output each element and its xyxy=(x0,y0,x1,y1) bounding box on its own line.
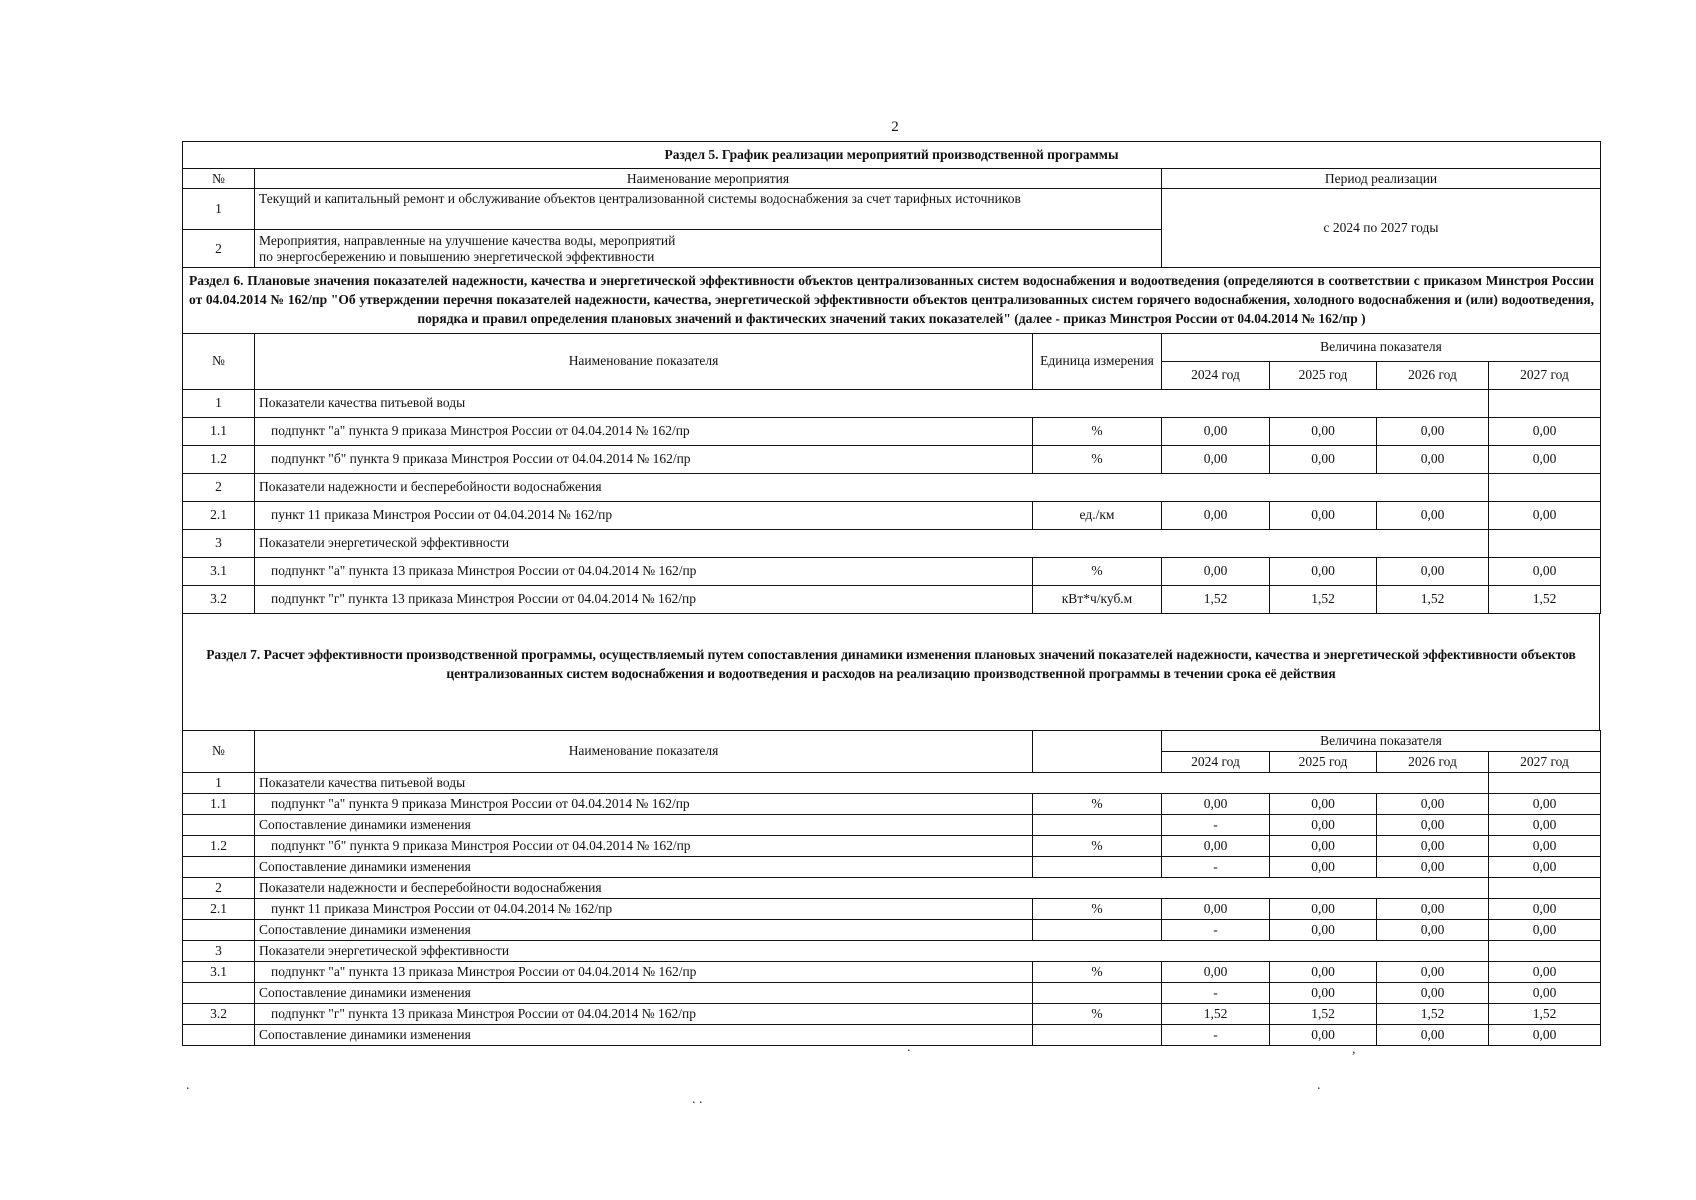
value-cell: 0,00 xyxy=(1377,1024,1489,1045)
unit-cell: % xyxy=(1033,417,1162,445)
unit-cell xyxy=(1033,856,1162,877)
row-num xyxy=(183,1024,255,1045)
value-cell: 0,00 xyxy=(1270,557,1377,585)
indicator-name: подпункт "б" пункта 9 приказа Минстроя России от 04.04.2014 № 162/пр xyxy=(255,835,1033,856)
unit-cell xyxy=(1033,982,1162,1003)
value-cell: 0,00 xyxy=(1489,1024,1601,1045)
indicator-name: пункт 11 приказа Минстроя России от 04.04.2014 № 162/пр xyxy=(255,898,1033,919)
section7-title-band xyxy=(182,614,1600,730)
comparison-row xyxy=(183,1024,1601,1045)
value-cell: 0,00 xyxy=(1377,898,1489,919)
section6-title: Раздел 6. Плановые значения показателей надежности, качества и энергетической эффективности объектов централизованных систем водоснабжения и водоотведения (определяются в соответствии с приказом Минстроя России от 04.04.2014 № 162/пр "Об утверждении перечня показателей надежности, качества, энергетической эффективности объектов централизованных систем горячего водоснабжения, холодного водоснабжения и (или) водоотведения, порядка и правил определения плановых значений и фактических значений таких показателей" (далее - приказ Минстроя России от 04.04.2014 № 162/пр ) xyxy=(183,268,1601,334)
group-name: Показатели качества питьевой воды xyxy=(255,772,1489,793)
value-cell: 0,00 xyxy=(1270,856,1377,877)
group-row xyxy=(183,473,1601,501)
unit-cell: % xyxy=(1033,793,1162,814)
value-cell: 0,00 xyxy=(1162,793,1270,814)
unit-cell: % xyxy=(1033,961,1162,982)
year-header: 2027 год xyxy=(1489,751,1601,772)
row-num xyxy=(183,919,255,940)
indicator-row xyxy=(183,961,1601,982)
year-header: 2024 год xyxy=(1162,751,1270,772)
value-cell: 1,52 xyxy=(1377,585,1489,613)
indicator-row xyxy=(183,445,1601,473)
value-cell: 0,00 xyxy=(1489,501,1601,529)
value-cell: 0,00 xyxy=(1377,961,1489,982)
indicator-name: подпункт "г" пункта 13 приказа Минстроя России от 04.04.2014 № 162/пр xyxy=(255,585,1033,613)
page-number: 2 xyxy=(891,119,899,135)
comparison-label: Сопоставление динамики изменения xyxy=(255,1024,1033,1045)
col-period-header: Период реализации xyxy=(1162,168,1601,189)
col-value-header: Величина показателя xyxy=(1162,333,1601,361)
value-cell: 1,52 xyxy=(1162,1003,1270,1024)
group-name: Показатели энергетической эффективности xyxy=(255,529,1489,557)
value-cell: 0,00 xyxy=(1162,417,1270,445)
empty-cell xyxy=(1489,389,1601,417)
col-value-header: Величина показателя xyxy=(1162,730,1601,751)
empty-cell xyxy=(1489,473,1601,501)
row-num: 2 xyxy=(183,473,255,501)
year-header: 2026 год xyxy=(1377,751,1489,772)
value-cell: 0,00 xyxy=(1162,961,1270,982)
year-header: 2024 год xyxy=(1162,361,1270,389)
year-header: 2025 год xyxy=(1270,751,1377,772)
value-cell: 0,00 xyxy=(1377,835,1489,856)
unit-cell: ед./км xyxy=(1033,501,1162,529)
value-cell: 0,00 xyxy=(1377,793,1489,814)
comparison-row xyxy=(183,814,1601,835)
value-cell: 0,00 xyxy=(1489,982,1601,1003)
comparison-label: Сопоставление динамики изменения xyxy=(255,919,1033,940)
value-cell: 0,00 xyxy=(1489,961,1601,982)
indicator-row xyxy=(183,585,1601,613)
row-num: 2 xyxy=(183,230,255,268)
group-row xyxy=(183,389,1601,417)
unit-cell: кВт*ч/куб.м xyxy=(1033,585,1162,613)
scan-speck: , xyxy=(1352,1042,1356,1057)
value-cell: 0,00 xyxy=(1162,501,1270,529)
value-cell: - xyxy=(1162,982,1270,1003)
row-num: 2.1 xyxy=(183,501,255,529)
comparison-row xyxy=(183,919,1601,940)
value-cell: 0,00 xyxy=(1489,814,1601,835)
value-cell: 0,00 xyxy=(1162,835,1270,856)
unit-cell: % xyxy=(1033,1003,1162,1024)
row-num: 1.1 xyxy=(183,417,255,445)
indicator-row xyxy=(183,417,1601,445)
row-num: 2 xyxy=(183,877,255,898)
value-cell: 0,00 xyxy=(1162,445,1270,473)
value-cell: 0,00 xyxy=(1377,417,1489,445)
row-num: 1 xyxy=(183,189,255,230)
group-row xyxy=(183,877,1601,898)
group-name: Показатели энергетической эффективности xyxy=(255,940,1489,961)
comparison-row xyxy=(183,982,1601,1003)
value-cell: 0,00 xyxy=(1489,793,1601,814)
value-cell: 0,00 xyxy=(1489,445,1601,473)
value-cell: 0,00 xyxy=(1270,961,1377,982)
value-cell: 0,00 xyxy=(1377,982,1489,1003)
scan-speck: . . xyxy=(692,1092,703,1107)
indicator-row xyxy=(183,793,1601,814)
year-header: 2025 год xyxy=(1270,361,1377,389)
row-num: 3.2 xyxy=(183,1003,255,1024)
empty-cell xyxy=(1489,877,1601,898)
group-row xyxy=(183,529,1601,557)
col-num-header: № xyxy=(183,333,255,389)
scan-speck: . xyxy=(186,1078,190,1093)
value-cell: 1,52 xyxy=(1489,1003,1601,1024)
section7-table xyxy=(182,730,1601,1046)
value-cell: 0,00 xyxy=(1270,1024,1377,1045)
indicator-row xyxy=(183,898,1601,919)
row-num: 1 xyxy=(183,772,255,793)
unit-cell xyxy=(1033,919,1162,940)
value-cell: 0,00 xyxy=(1489,856,1601,877)
indicator-name: пункт 11 приказа Минстроя России от 04.04.2014 № 162/пр xyxy=(255,501,1033,529)
value-cell: 0,00 xyxy=(1489,835,1601,856)
value-cell: 1,52 xyxy=(1270,585,1377,613)
value-cell: 1,52 xyxy=(1377,1003,1489,1024)
value-cell: 0,00 xyxy=(1270,982,1377,1003)
row-num: 1.2 xyxy=(183,445,255,473)
value-cell: - xyxy=(1162,856,1270,877)
row-num xyxy=(183,814,255,835)
value-cell: 1,52 xyxy=(1162,585,1270,613)
section5-title: Раздел 5. График реализации мероприятий производственной программы xyxy=(183,142,1601,169)
indicator-name: подпункт "а" пункта 13 приказа Минстроя России от 04.04.2014 № 162/пр xyxy=(255,557,1033,585)
value-cell: 0,00 xyxy=(1162,898,1270,919)
value-cell: 0,00 xyxy=(1270,417,1377,445)
row-num: 1.2 xyxy=(183,835,255,856)
value-cell: 0,00 xyxy=(1270,814,1377,835)
col-name-header: Наименование мероприятия xyxy=(255,168,1162,189)
value-cell: - xyxy=(1162,1024,1270,1045)
value-cell: 0,00 xyxy=(1377,856,1489,877)
col-name-header: Наименование показателя xyxy=(255,730,1033,772)
indicator-name: подпункт "а" пункта 13 приказа Минстроя России от 04.04.2014 № 162/пр xyxy=(255,961,1033,982)
group-row xyxy=(183,940,1601,961)
section6-body xyxy=(183,389,1601,613)
measure-name: Текущий и капитальный ремонт и обслуживание объектов централизованной системы водоснабжения за счет тарифных источников xyxy=(255,189,1162,230)
empty-cell xyxy=(1489,529,1601,557)
comparison-row xyxy=(183,856,1601,877)
unit-cell: % xyxy=(1033,445,1162,473)
value-cell: 0,00 xyxy=(1377,445,1489,473)
unit-cell xyxy=(1033,1024,1162,1045)
scan-speck: . xyxy=(1317,1078,1321,1093)
indicator-name: подпункт "а" пункта 9 приказа Минстроя России от 04.04.2014 № 162/пр xyxy=(255,793,1033,814)
value-cell: 0,00 xyxy=(1270,898,1377,919)
measure-name-line: Мероприятия, направленные на улучшение качества воды, мероприятий xyxy=(259,233,676,249)
comparison-label: Сопоставление динамики изменения xyxy=(255,856,1033,877)
row-num: 3.2 xyxy=(183,585,255,613)
section7-body xyxy=(183,772,1601,1045)
unit-cell: % xyxy=(1033,835,1162,856)
value-cell: 0,00 xyxy=(1489,919,1601,940)
value-cell: 0,00 xyxy=(1270,835,1377,856)
value-cell: 1,52 xyxy=(1489,585,1601,613)
col-num-header: № xyxy=(183,168,255,189)
indicator-row xyxy=(183,1003,1601,1024)
measure-name-line: по энергосбережению и повышению энергетической эффективности xyxy=(259,248,655,264)
value-cell: 0,00 xyxy=(1377,557,1489,585)
col-unit-header: Единица измерения xyxy=(1033,333,1162,389)
value-cell: 0,00 xyxy=(1489,898,1601,919)
value-cell: 0,00 xyxy=(1162,557,1270,585)
indicator-row xyxy=(183,557,1601,585)
indicator-name: подпункт "а" пункта 9 приказа Минстроя России от 04.04.2014 № 162/пр xyxy=(255,417,1033,445)
row-num: 2.1 xyxy=(183,898,255,919)
value-cell: 0,00 xyxy=(1270,501,1377,529)
value-cell: - xyxy=(1162,814,1270,835)
section5-table xyxy=(182,141,1601,334)
row-num xyxy=(183,856,255,877)
row-num: 3.1 xyxy=(183,557,255,585)
year-header: 2026 год xyxy=(1377,361,1489,389)
row-num: 1.1 xyxy=(183,793,255,814)
measure-name xyxy=(255,230,1162,268)
indicator-row xyxy=(183,835,1601,856)
value-cell: 0,00 xyxy=(1377,501,1489,529)
group-name: Показатели качества питьевой воды xyxy=(255,389,1489,417)
comparison-label: Сопоставление динамики изменения xyxy=(255,982,1033,1003)
empty-cell xyxy=(1489,772,1601,793)
comparison-label: Сопоставление динамики изменения xyxy=(255,814,1033,835)
col-unit-header xyxy=(1033,730,1162,772)
section6-table xyxy=(182,333,1601,614)
unit-cell: % xyxy=(1033,557,1162,585)
col-name-header: Наименование показателя xyxy=(255,333,1033,389)
section7-title: Раздел 7. Расчет эффективности производственной программы, осуществляемый путем сопоставления динамики изменения плановых значений показателей надежности, качества и энергетической эффективности объектов централизованных систем водоснабжения и водоотведения и расходов на реализацию производственной программы в течении срока её действия xyxy=(206,646,1576,681)
unit-cell xyxy=(1033,814,1162,835)
empty-cell xyxy=(1489,940,1601,961)
row-num: 3 xyxy=(183,940,255,961)
value-cell: 0,00 xyxy=(1270,793,1377,814)
value-cell: 0,00 xyxy=(1489,417,1601,445)
value-cell: 0,00 xyxy=(1270,445,1377,473)
document-sheet xyxy=(182,141,1600,1046)
col-num-header: № xyxy=(183,730,255,772)
group-row xyxy=(183,772,1601,793)
indicator-name: подпункт "г" пункта 13 приказа Минстроя России от 04.04.2014 № 162/пр xyxy=(255,1003,1033,1024)
row-num xyxy=(183,982,255,1003)
row-num: 3 xyxy=(183,529,255,557)
indicator-row xyxy=(183,501,1601,529)
indicator-name: подпункт "б" пункта 9 приказа Минстроя России от 04.04.2014 № 162/пр xyxy=(255,445,1033,473)
period-value: с 2024 по 2027 годы xyxy=(1162,189,1601,268)
value-cell: 0,00 xyxy=(1489,557,1601,585)
scan-speck: . xyxy=(907,1040,911,1055)
value-cell: 0,00 xyxy=(1377,919,1489,940)
year-header: 2027 год xyxy=(1489,361,1601,389)
group-name: Показатели надежности и бесперебойности водоснабжения xyxy=(255,877,1489,898)
value-cell: 0,00 xyxy=(1270,919,1377,940)
group-name: Показатели надежности и бесперебойности водоснабжения xyxy=(255,473,1489,501)
row-num: 3.1 xyxy=(183,961,255,982)
unit-cell: % xyxy=(1033,898,1162,919)
row-num: 1 xyxy=(183,389,255,417)
value-cell: - xyxy=(1162,919,1270,940)
value-cell: 0,00 xyxy=(1377,814,1489,835)
value-cell: 1,52 xyxy=(1270,1003,1377,1024)
